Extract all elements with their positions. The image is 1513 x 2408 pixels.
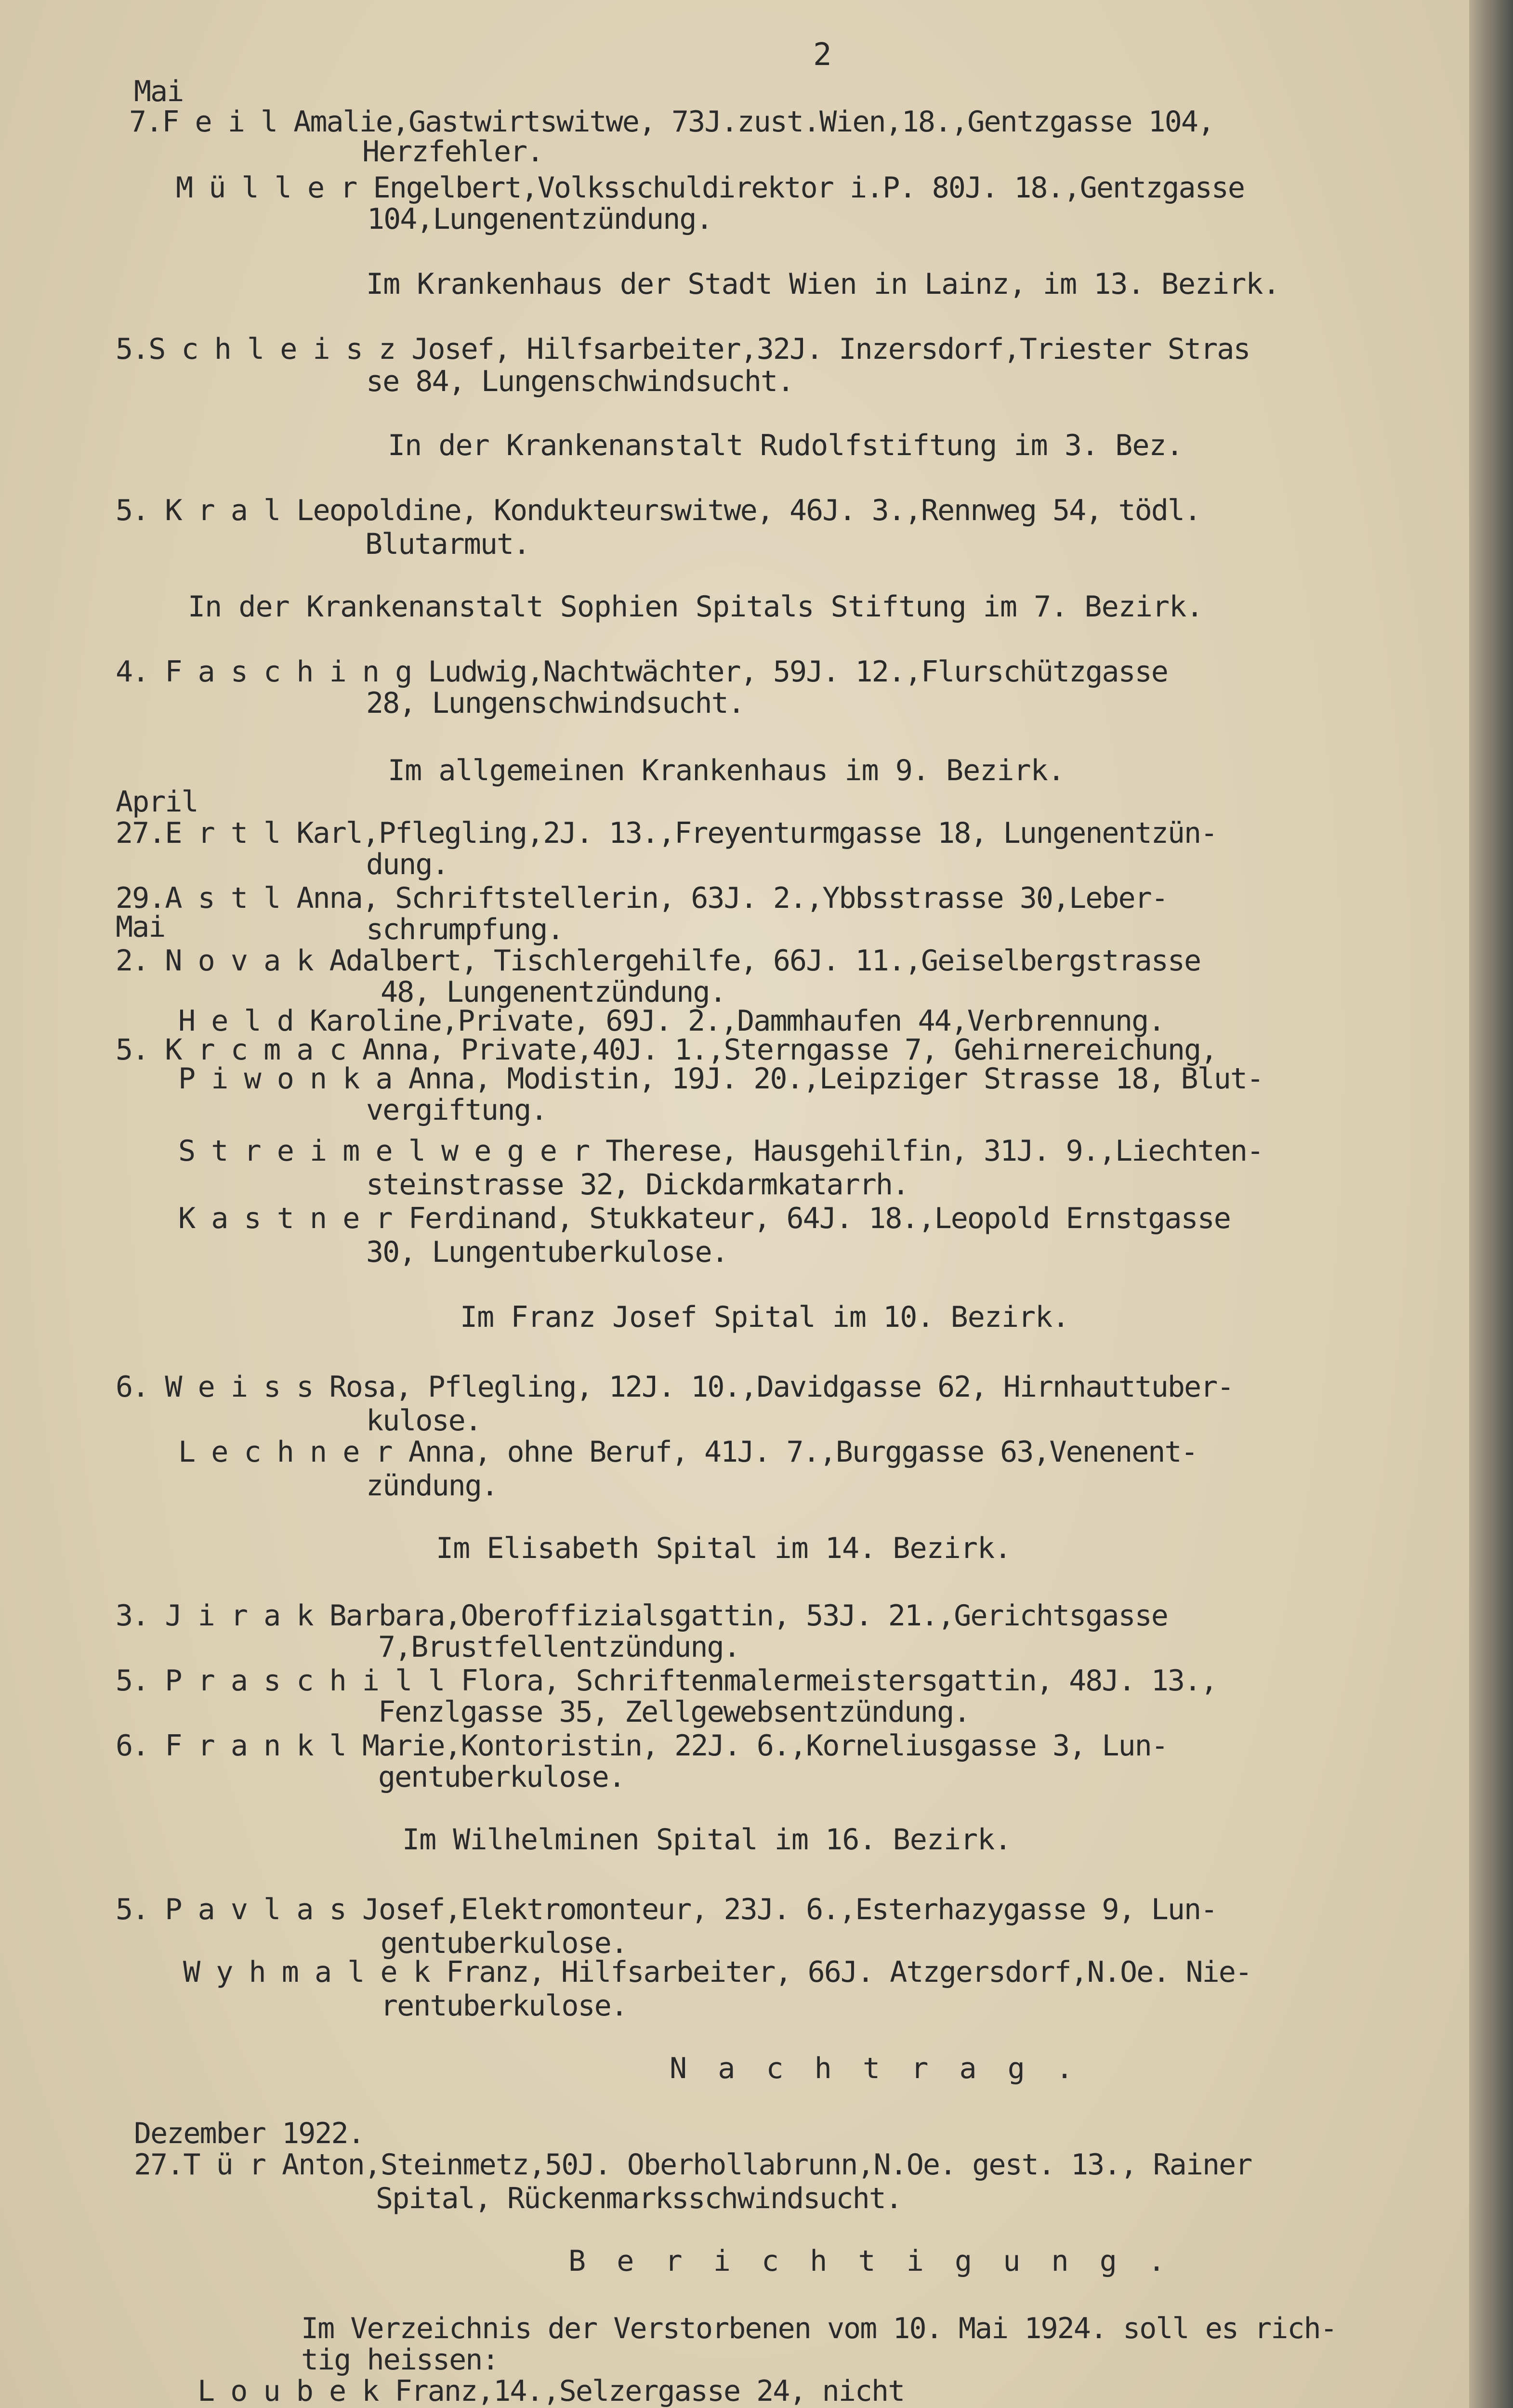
entry-line: zündung. (366, 1469, 498, 1503)
entry-line: Blutarmut. (365, 527, 530, 561)
page-number: 2 (813, 37, 831, 73)
date-header: Mai (134, 75, 184, 108)
entry-line: schrumpfung. (366, 913, 564, 946)
entry-line: 104,Lungenentzündung. (367, 202, 712, 236)
section-heading: In der Krankenanstalt Sophien Spitals Stiftung im 7. Bezirk. (188, 590, 1203, 624)
entry-line: 5. K r a l Leopoldine, Kondukteurswitwe, 46J. 3.,Rennweg 54, tödl. (116, 494, 1201, 527)
entry-line: kulose. (366, 1404, 481, 1438)
correction-line: Im Verzeichnis der Verstorbenen vom 10. Mai 1924. soll es rich- (301, 2312, 1337, 2345)
book-spine (1469, 0, 1513, 2408)
entry-line: rentuberkulose. (381, 1989, 627, 2023)
entry-line: 28, Lungenschwindsucht. (366, 686, 744, 720)
entry-line: 5.S c h l e i s z Josef, Hilfsarbeiter,32J. Inzersdorf,Triester Stras (116, 332, 1250, 366)
supplement-heading: N a c h t r a g . (670, 2052, 1080, 2085)
entry-line: gentuberkulose. (378, 1760, 625, 1794)
entry-line: S t r e i m e l w e g e r Therese, Hausgehilfin, 31J. 9.,Liechten- (178, 1134, 1263, 1168)
entry-line: Herzfehler. (362, 135, 543, 169)
section-heading: Im Krankenhaus der Stadt Wien in Lainz, im 13. Bezirk. (366, 267, 1280, 301)
entry-line: gentuberkulose. (381, 1926, 627, 1960)
entry-line: 6. F r a n k l Marie,Kontoristin, 22J. 6.,Korneliusgasse 3, Lun- (116, 1729, 1168, 1763)
entry-line: 27.T ü r Anton,Steinmetz,50J. Oberhollabrunn,N.Oe. gest. 13., Rainer (134, 2148, 1252, 2182)
entry-line: 7.F e i l Amalie,Gastwirtswitwe, 73J.zust.Wien,18.,Gentzgasse 104, (129, 105, 1214, 139)
entry-line: 30, Lungentuberkulose. (366, 1235, 728, 1269)
entry-line: W y h m a l e k Franz, Hilfsarbeiter, 66J. Atzgersdorf,N.Oe. Nie- (183, 1955, 1251, 1989)
correction-line: L o u b e k Franz,14.,Selzergasse 24, nicht (197, 2374, 905, 2408)
entry-line: 6. W e i s s Rosa, Pflegling, 12J. 10.,Davidgasse 62, Hirnhauttuber- (116, 1370, 1234, 1404)
entry-line: 3. J i r a k Barbara,Oberoffizialsgattin, 53J. 21.,Gerichtsgasse (116, 1599, 1168, 1633)
section-heading: Im Franz Josef Spital im 10. Bezirk. (460, 1300, 1069, 1334)
section-heading: Im allgemeinen Krankenhaus im 9. Bezirk. (388, 754, 1065, 787)
correction-line: tig heissen: (301, 2343, 499, 2377)
date-header: Dezember 1922. (134, 2117, 364, 2150)
entry-line: H e l d Karoline,Private, 69J. 2.,Dammhaufen 44,Verbrennung. (178, 1004, 1165, 1038)
entry-line: L e c h n e r Anna, ohne Beruf, 41J. 7.,Burggasse 63,Venenent- (178, 1435, 1197, 1469)
date-header: April (116, 785, 198, 819)
date-header: Mai (116, 910, 165, 944)
entry-line: se 84, Lungenschwindsucht. (366, 365, 794, 398)
entry-line: Spital, Rückenmarksschwindsucht. (376, 2182, 902, 2215)
entry-line: 5. P a v l a s Josef,Elektromonteur, 23J. 6.,Esterhazygasse 9, Lun- (116, 1893, 1217, 1926)
correction-heading: B e r i c h t i g u n g . (568, 2244, 1172, 2278)
entry-line: K a s t n e r Ferdinand, Stukkateur, 64J. 18.,Leopold Ernstgasse (178, 1202, 1230, 1235)
entry-line: 4. F a s c h i n g Ludwig,Nachtwächter, 59J. 12.,Flurschützgasse (116, 655, 1168, 689)
entry-line: 7,Brustfellentzündung. (378, 1630, 740, 1664)
entry-line: M ü l l e r Engelbert,Volksschuldirektor i.P. 80J. 18.,Gentzgasse (176, 171, 1244, 205)
entry-line: 2. N o v a k Adalbert, Tischlergehilfe, 66J. 11.,Geiselbergstrasse (116, 944, 1201, 978)
section-heading: Im Wilhelminen Spital im 16. Bezirk. (402, 1823, 1012, 1857)
entry-line: steinstrasse 32, Dickdarmkatarrh. (366, 1168, 909, 1202)
entry-line: Fenzlgasse 35, Zellgewebsentzündung. (378, 1695, 970, 1729)
entry-line: 27.E r t l Karl,Pflegling,2J. 13.,Freyenturmgasse 18, Lungenentzün- (116, 816, 1217, 850)
section-heading: Im Elisabeth Spital im 14. Bezirk. (436, 1531, 1012, 1565)
entry-line: 29.A s t l Anna, Schriftstellerin, 63J. 2.,Ybbsstrasse 30,Leber- (116, 881, 1168, 915)
entry-line: 5. P r a s c h i l l Flora, Schriftenmalermeistersgattin, 48J. 13., (116, 1664, 1217, 1698)
entry-line: 48, Lungenentzündung. (381, 975, 726, 1009)
entry-line: vergiftung. (366, 1093, 547, 1127)
entry-line: P i w o n k a Anna, Modistin, 19J. 20.,Leipziger Strasse 18, Blut- (178, 1062, 1263, 1096)
entry-line: 5. K r c m a c Anna, Private,40J. 1.,Sterngasse 7, Gehirnereichung, (116, 1033, 1217, 1067)
section-heading: In der Krankenanstalt Rudolfstiftung im 3. Bez. (388, 429, 1183, 462)
entry-line: dung. (366, 848, 448, 881)
